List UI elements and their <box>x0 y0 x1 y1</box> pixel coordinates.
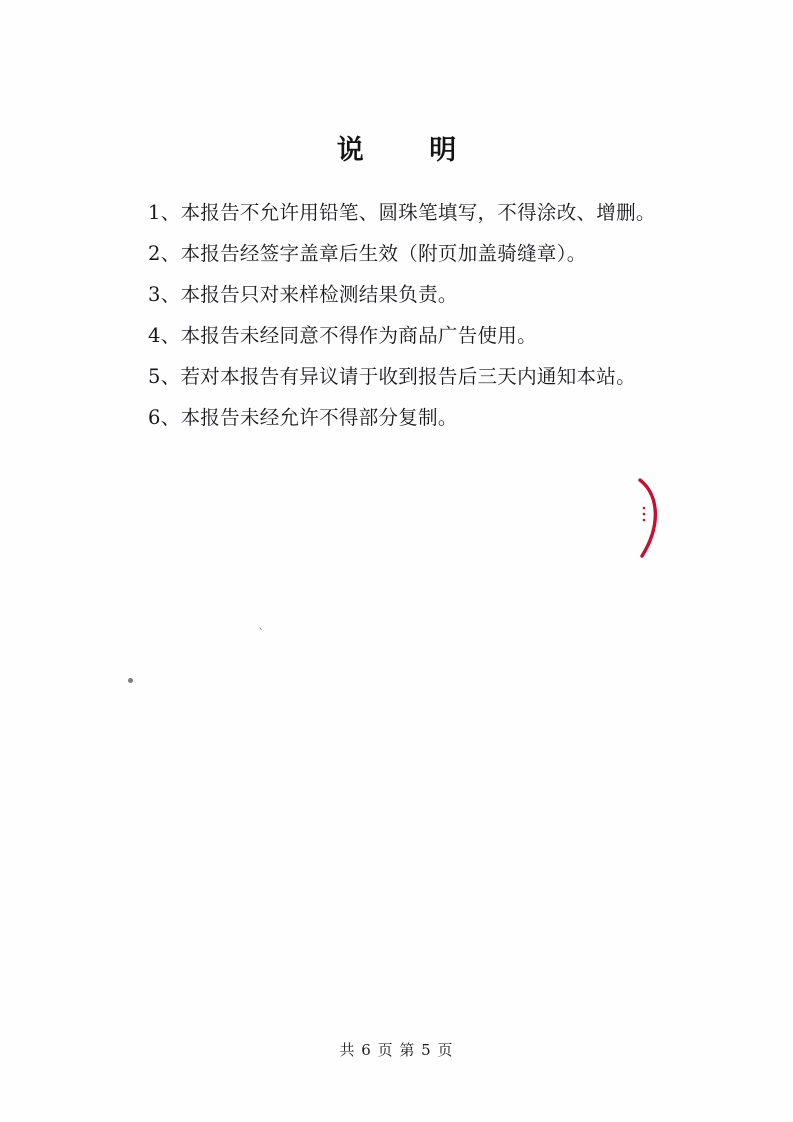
notes-list <box>148 192 668 438</box>
stray-dot-mark-icon <box>128 678 133 683</box>
list-item: 1、本报告不允许用铅笔、圆珠笔填写，不得涂改、增删。 <box>148 201 656 224</box>
stray-pen-mark-icon: ` <box>258 627 265 642</box>
list-item: 5、若对本报告有异议请于收到报告后三天内通知本站。 <box>148 365 636 388</box>
page-footer: 共 6 页 第 5 页 <box>339 1041 454 1059</box>
list-item: 3、本报告只对来样检测结果负责。 <box>148 283 458 306</box>
list-item: 6、本报告未经允许不得部分复制。 <box>148 406 458 429</box>
page-title: 说 明 <box>336 135 485 166</box>
red-seal-partial-icon <box>636 478 670 558</box>
list-item: 2、本报告经签字盖章后生效（附页加盖骑缝章）。 <box>148 242 587 265</box>
list-item: 4、本报告未经同意不得作为商品广告使用。 <box>148 324 537 347</box>
